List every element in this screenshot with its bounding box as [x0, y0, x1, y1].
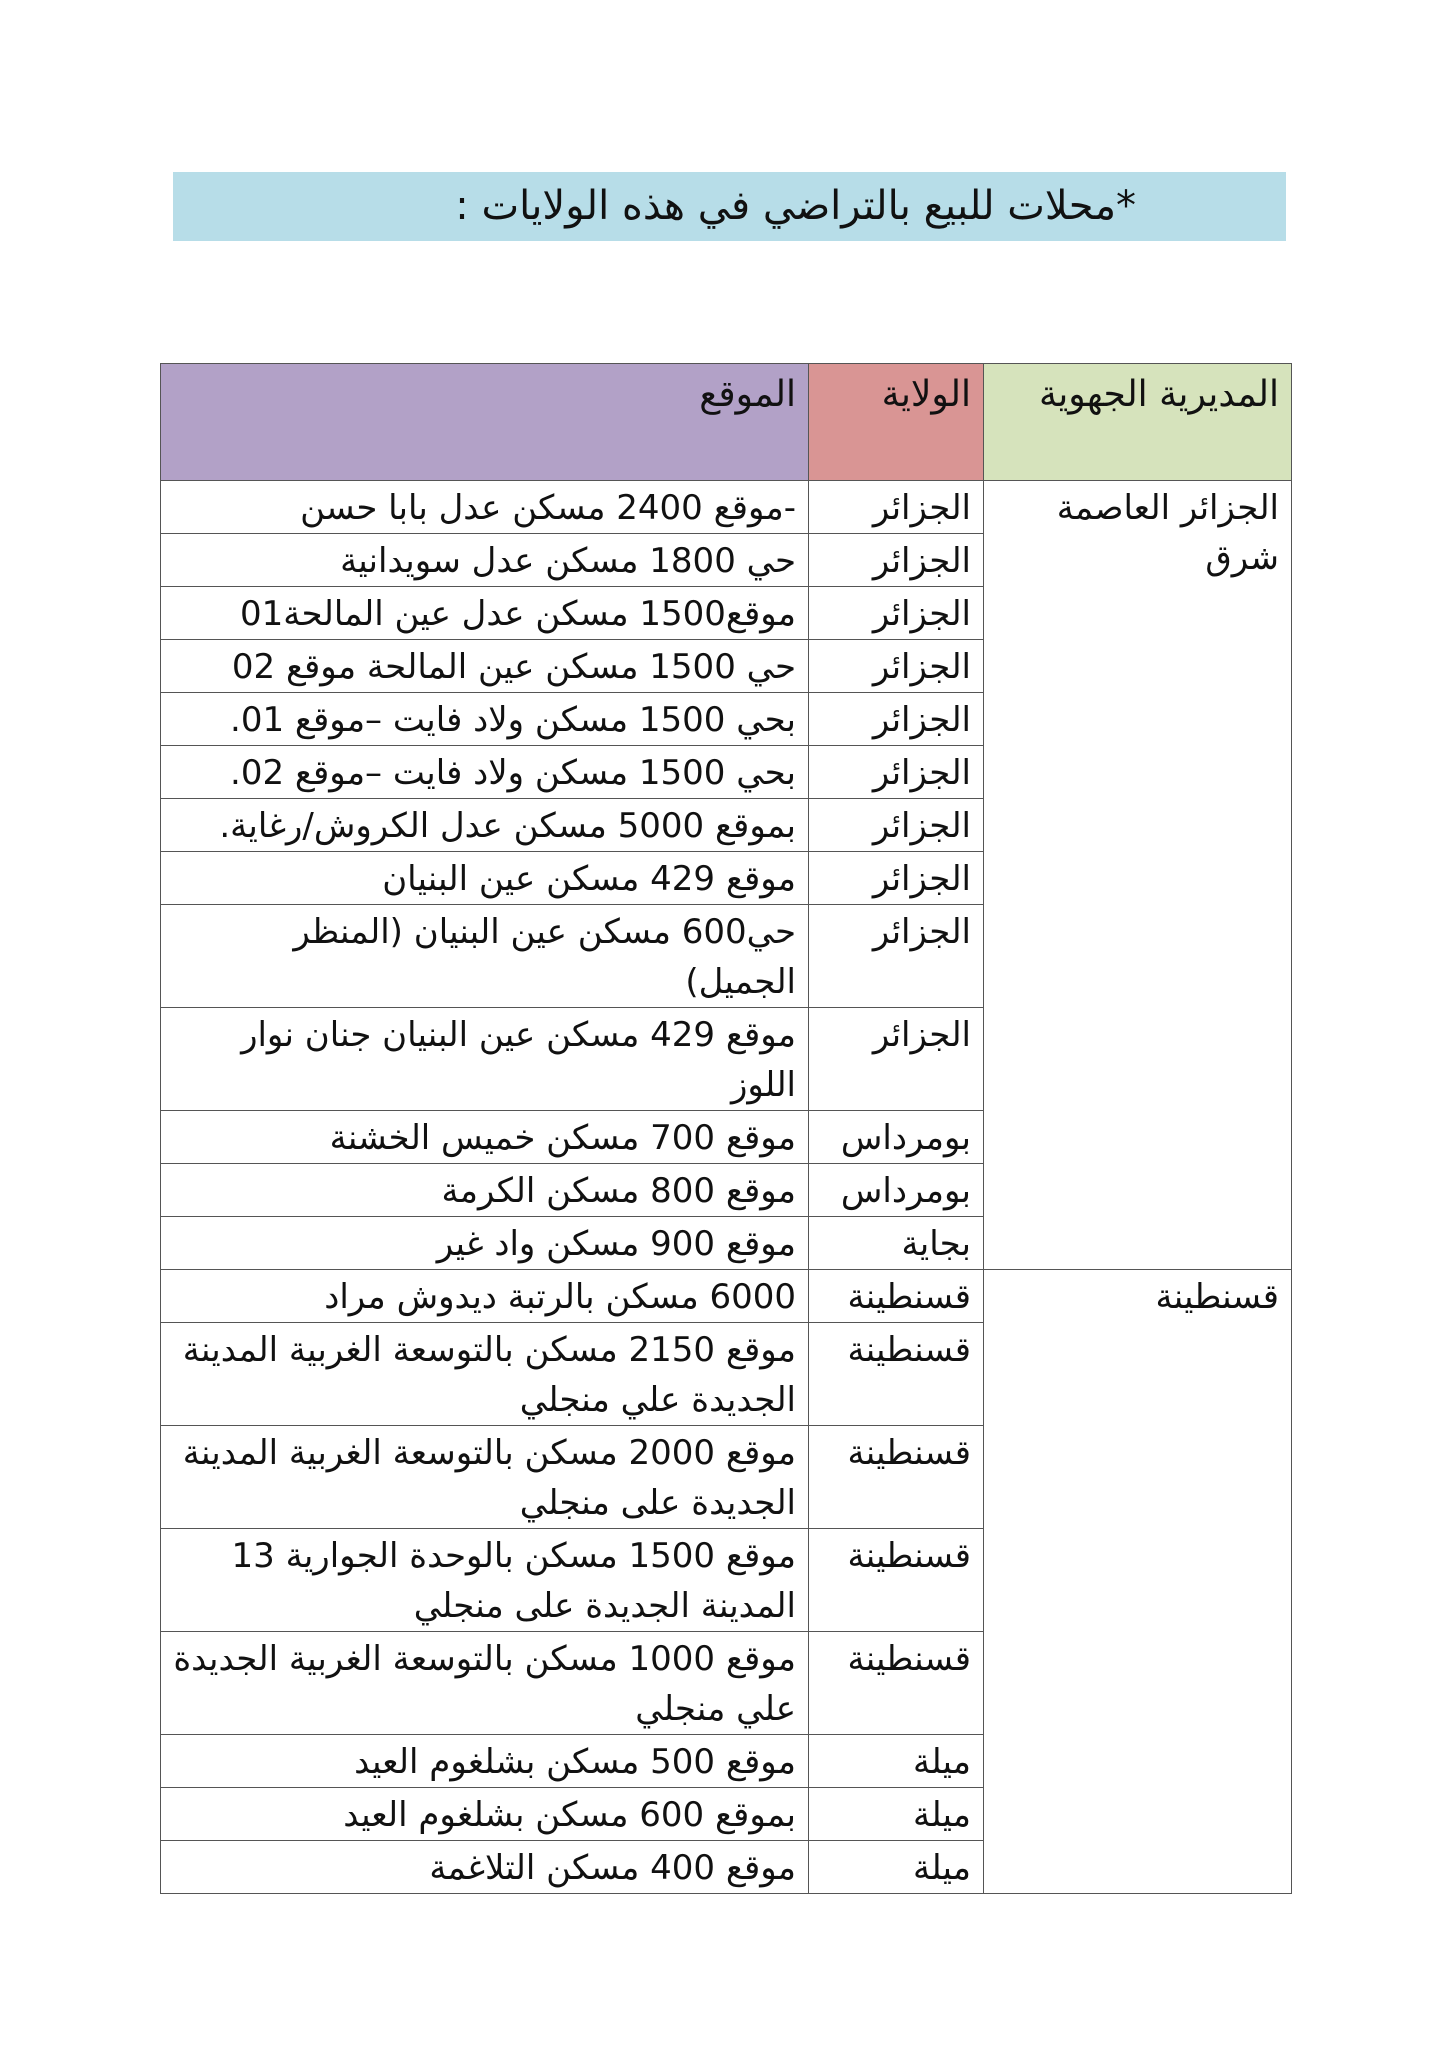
directorate-cell: الجزائر العاصمة شرق: [984, 481, 1292, 1270]
location-cell: موقع 429 مسكن عين البنيان جنان نوار اللوز: [161, 1008, 809, 1111]
location-cell: موقع 1000 مسكن بالتوسعة الغربية الجديدة علي منجلي: [161, 1632, 809, 1735]
sites-table: [160, 363, 1292, 1894]
location-cell: موقع 2150 مسكن بالتوسعة الغربية المدينة الجديدة علي منجلي: [161, 1323, 809, 1426]
page-title: *محلات للبيع بالتراضي في هذه الولايات :: [173, 172, 1286, 241]
location-cell: موقع1500 مسكن عدل عين المالحة01: [161, 587, 809, 640]
location-cell: موقع 700 مسكن خميس الخشنة: [161, 1111, 809, 1164]
header-wilaya: الولاية: [809, 364, 984, 481]
table-header-row: [161, 364, 1292, 481]
wilaya-cell: الجزائر: [809, 693, 984, 746]
wilaya-cell: الجزائر: [809, 481, 984, 534]
wilaya-cell: بجاية: [809, 1217, 984, 1270]
location-cell: حي600 مسكن عين البنيان (المنظر الجميل): [161, 905, 809, 1008]
wilaya-cell: الجزائر: [809, 746, 984, 799]
wilaya-cell: قسنطينة: [809, 1529, 984, 1632]
wilaya-cell: ميلة: [809, 1735, 984, 1788]
wilaya-cell: بومرداس: [809, 1111, 984, 1164]
location-cell: موقع 800 مسكن الكرمة: [161, 1164, 809, 1217]
location-cell: بموقع 600 مسكن بشلغوم العيد: [161, 1788, 809, 1841]
location-cell: بموقع 5000 مسكن عدل الكروش/رغاية.: [161, 799, 809, 852]
wilaya-cell: الجزائر: [809, 587, 984, 640]
wilaya-cell: الجزائر: [809, 1008, 984, 1111]
location-cell: حي 1500 مسكن عين المالحة موقع 02: [161, 640, 809, 693]
wilaya-cell: ميلة: [809, 1841, 984, 1894]
wilaya-cell: الجزائر: [809, 534, 984, 587]
table-row: [161, 1270, 1292, 1323]
wilaya-cell: ميلة: [809, 1788, 984, 1841]
location-cell: 6000 مسكن بالرتبة ديدوش مراد: [161, 1270, 809, 1323]
header-location: الموقع: [161, 364, 809, 481]
location-cell: بحي 1500 مسكن ولاد فايت –موقع 01.: [161, 693, 809, 746]
location-cell: موقع 2000 مسكن بالتوسعة الغربية المدينة الجديدة على منجلي: [161, 1426, 809, 1529]
location-cell: موقع 1500 مسكن بالوحدة الجوارية 13 المدينة الجديدة على منجلي: [161, 1529, 809, 1632]
location-cell: موقع 429 مسكن عين البنيان: [161, 852, 809, 905]
location-cell: موقع 500 مسكن بشلغوم العيد: [161, 1735, 809, 1788]
wilaya-cell: قسنطينة: [809, 1632, 984, 1735]
location-cell: -موقع 2400 مسكن عدل بابا حسن: [161, 481, 809, 534]
location-cell: موقع 900 مسكن واد غير: [161, 1217, 809, 1270]
wilaya-cell: الجزائر: [809, 799, 984, 852]
location-cell: موقع 400 مسكن التلاغمة: [161, 1841, 809, 1894]
wilaya-cell: بومرداس: [809, 1164, 984, 1217]
wilaya-cell: الجزائر: [809, 640, 984, 693]
header-directorate: المديرية الجهوية: [984, 364, 1292, 481]
wilaya-cell: قسنطينة: [809, 1426, 984, 1529]
location-cell: حي 1800 مسكن عدل سويدانية: [161, 534, 809, 587]
wilaya-cell: الجزائر: [809, 852, 984, 905]
wilaya-cell: قسنطينة: [809, 1323, 984, 1426]
directorate-cell: قسنطينة: [984, 1270, 1292, 1894]
wilaya-cell: الجزائر: [809, 905, 984, 1008]
wilaya-cell: قسنطينة: [809, 1270, 984, 1323]
table-row: [161, 481, 1292, 534]
location-cell: بحي 1500 مسكن ولاد فايت –موقع 02.: [161, 746, 809, 799]
table-body: [161, 481, 1292, 1894]
